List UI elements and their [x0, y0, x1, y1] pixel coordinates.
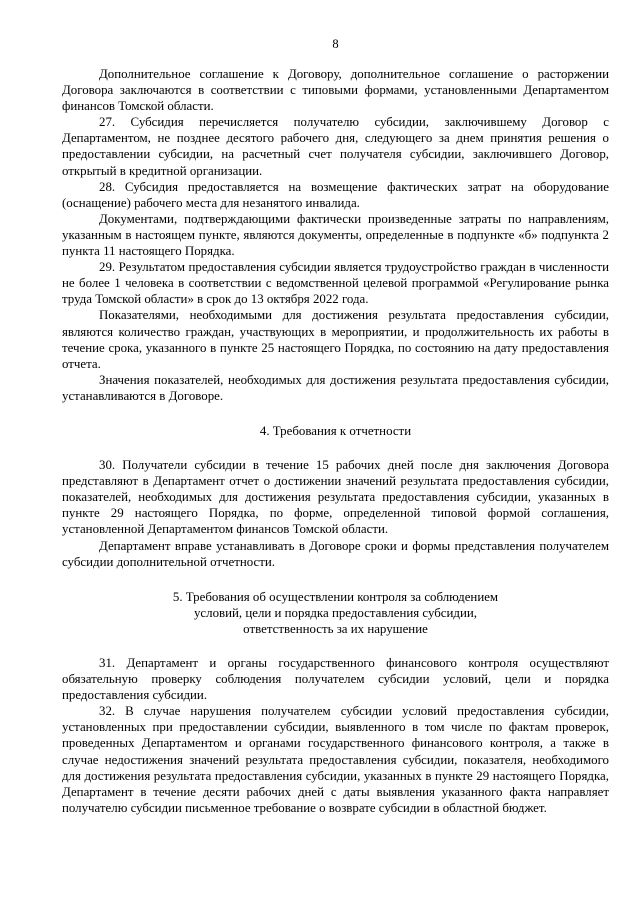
section-5-heading-line-1: 5. Требования об осуществлении контроля за соблюдением — [172, 589, 499, 604]
paragraph-29: 29. Результатом предоставления субсидии является трудоустройство граждан в численности не более 1 человека в соответствии с ведомственной целевой программой «Регулирование рынка труда Томской области» в срок до 13 октября 2022 года. — [62, 260, 609, 307]
section-5-heading-line-3: ответственность за их нарушение — [243, 621, 428, 636]
paragraph-28-documents: Документами, подтверждающими фактически произведенные затраты по направлениям, указанным в настоящем пункте, являются документы, определенные в подпункте «б» подпункта 2 пункта 11 настоящего Порядка. — [62, 211, 609, 259]
page-number: 8 — [332, 37, 339, 51]
paragraph-30: 30. Получатели субсидии в течение 15 рабочих дней после дня заключения Договора представляют в Департамент отчет о достижении значений результата предоставления субсидии, показателей, необходимых для достижения результата предоставления субсидии, указанных в пункте 29 настоящего Порядка, по форме, определенной типовой формой соглашения, установленной Департаментом финансов Томской области. — [62, 458, 609, 537]
section-4-heading: 4. Требования к отчетности — [259, 423, 412, 438]
paragraph-31: 31. Департамент и органы государственного финансового контроля осуществляют обязательную проверку соблюдения получателем субсидии условий, цели и порядка предоставления субсидии. — [62, 656, 609, 703]
paragraph-29-indicators: Показателями, необходимыми для достижения результата предоставления субсидии, являются количество граждан, участвующих в мероприятии, и продолжительность их работы в течение срока, указанного в пункте 25 настоящего Порядка, по состоянию на дату предоставления отчета. — [62, 308, 609, 371]
section-5-heading — [62, 589, 609, 637]
document-body — [62, 66, 609, 816]
paragraph-27: 27. Субсидия перечисляется получателю субсидии, заключившему Договор с Департаментом, не позднее десятого рабочего дня, следующего за днем принятия решения о предоставлении субсидии, на расчетный счет получателя субсидии, заключившего Договор, открытый в кредитной организации. — [62, 115, 609, 178]
paragraph-28: 28. Субсидия предоставляется на возмещение фактических затрат на оборудование (оснащение) рабочего места для незанятого инвалида. — [62, 179, 609, 210]
paragraph-32: 32. В случае нарушения получателем субсидии условий предоставления субсидии, установленных при предоставлении субсидии, выявленного в том числе по фактам проверок, проведенных Департаментом и органами государственного финансового контроля, а также в случае недостижения значений результата предоставления субсидии, показателя, необходимого для достижения результата предоставления субсидии, указанных в пункте 29 настоящего Порядка, Департамент в течение десяти рабочих дней с даты выявления указанного факта направляет получателю субсидии письменное требование о возврате субсидии в областной бюджет. — [62, 704, 609, 815]
paragraph-30-additional: Департамент вправе устанавливать в Договоре сроки и формы представления получателем субсидии дополнительной отчетности. — [62, 538, 609, 569]
paragraph-29-values: Значения показателей, необходимых для достижения результата предоставления субсидии, устанавливаются в Договоре. — [62, 372, 609, 403]
section-5-heading-line-2: условий, цели и порядка предоставления субсидии, — [193, 605, 477, 620]
paragraph-additional-agreement: Дополнительное соглашение к Договору, дополнительное соглашение о расторжении Договора заключаются в соответствии с типовыми формами, установленными Департаментом финансов Томской области. — [62, 67, 609, 114]
